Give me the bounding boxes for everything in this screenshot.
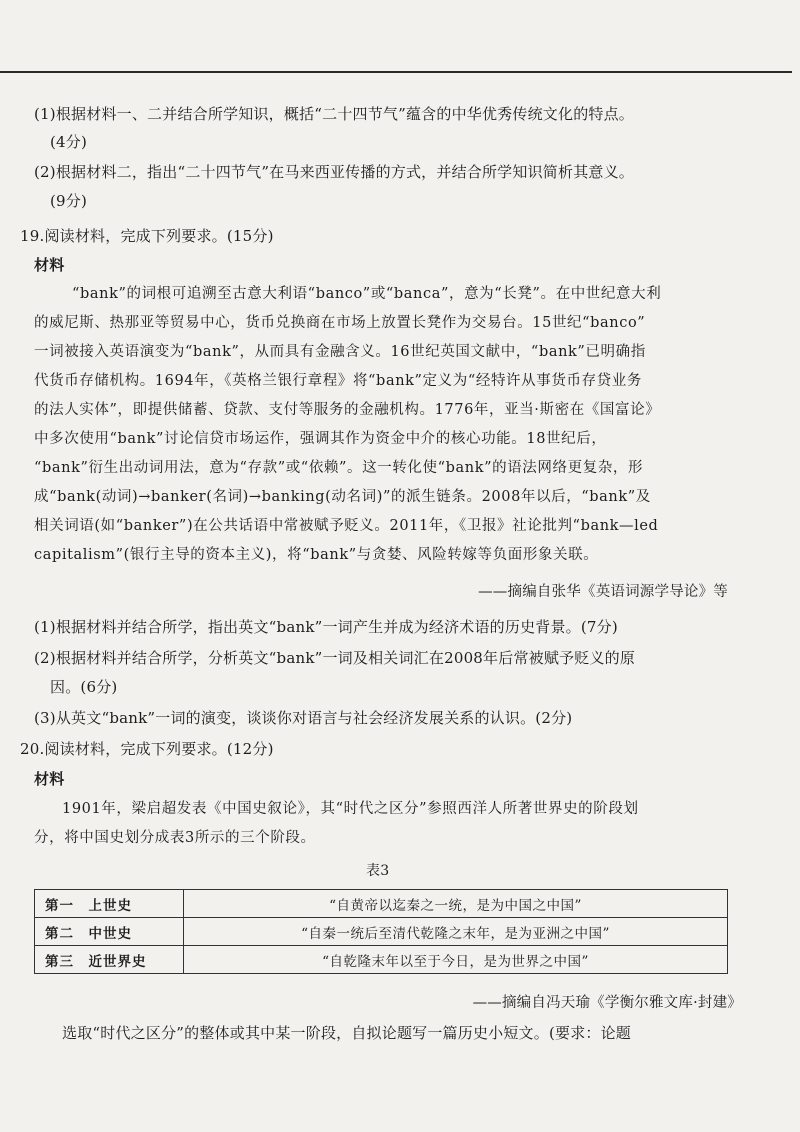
q19-material-line: 代货币存储机构。1694年，《英格兰银行章程》将“bank”定义为“经特许从事货币存贷业务 [34,373,642,389]
q19-material-line: 的威尼斯、热那亚等贸易中心，货币兑换商在市场上放置长凳作为交易台。15世纪“banco” [34,315,646,331]
period-cell: 第一 上世史 [35,890,184,918]
table-row [35,890,728,918]
period-cell: 第二 中世史 [35,918,184,946]
q19-material-line: “bank”的词根可追溯至古意大利语“banco”或“banca”，意为“长凳”。在中世纪意大利 [72,286,662,302]
q19-source: ——摘编自张华《英语词源学导论》等 [478,584,728,600]
q20-material-label: 材料 [34,770,65,788]
q19-sub2-line2: 因。(6分) [50,678,118,696]
q20-task-line: 选取“时代之区分”的整体或其中某一阶段，自拟论题写一篇历史小短文。(要求：论题 [62,1024,631,1042]
q19-material-line: 的法人实体”，即提供储蓄、贷款、支付等服务的金融机构。1776年，亚当·斯密在《国富论》 [34,402,661,418]
q20-source: ——摘编自冯天瑜《学衡尔雅文库·封建》 [472,995,742,1011]
q19-sub3: (3)从英文“bank”一词的演变，谈谈你对语言与社会经济发展关系的认识。(2分) [34,709,573,727]
q19-material-line: 一词被接入英语演变为“bank”，从而具有金融含义。16世纪英国文献中，“bank”已明确指 [34,344,646,360]
q19-material-line: 相关词语(如“banker”)在公共话语中常被赋予贬义。2011年，《卫报》社论批判“bank—led [34,518,659,534]
q19-material-label: 材料 [34,256,65,274]
q19-sub1: (1)根据材料并结合所学，指出英文“bank”一词产生并成为经济术语的历史背景。(7分) [34,618,618,636]
q19-sub2-line1: (2)根据材料并结合所学，分析英文“bank”一词及相关词汇在2008年后常被赋予贬义的原 [34,649,636,667]
description-cell: “自秦一统后至清代乾隆之末年，是为亚洲之中国” [184,918,728,946]
table-caption: 表3 [366,863,390,879]
q20-heading: 20.阅读材料，完成下列要求。(12分) [20,740,274,758]
top-rule [0,71,792,73]
q18-sub1-line1: (1)根据材料一、二并结合所学知识，概括“二十四节气”蕴含的中华优秀传统文化的特点。 [34,105,634,123]
period-cell: 第三 近世界史 [35,946,184,974]
q19-material-line: “bank”衍生出动词用法，意为“存款”或“依赖”。这一转化使“bank”的语法网络更复杂，形 [34,460,644,476]
q18-sub2-line1: (2)根据材料二，指出“二十四节气”在马来西亚传播的方式，并结合所学知识简析其意义。 [34,163,634,181]
description-cell: “自黄帝以迄秦之一统，是为中国之中国” [184,890,728,918]
q19-heading: 19.阅读材料，完成下列要求。(15分) [20,227,274,245]
q19-material-line: capitalism”(银行主导的资本主义)，将“bank”与贪婪、风险转嫁等负面形象关联。 [34,547,599,563]
table-row [35,946,728,974]
table-row [35,918,728,946]
description-cell: “自乾隆末年以至于今日，是为世界之中国” [184,946,728,974]
q18-sub2-line2: (9分) [50,192,88,210]
q18-sub1-line2: (4分) [50,133,88,151]
q19-material-line: 中多次使用“bank”讨论信贷市场运作，强调其作为资金中介的核心功能。18世纪后， [34,431,607,447]
q20-material-line: 1901年，梁启超发表《中国史叙论》，其“时代之区分”参照西洋人所著世界史的阶段划 [62,801,639,817]
periodization-table [34,889,728,974]
q19-material-line: 成“bank(动词)→banker(名词)→banking(动名词)”的派生链条。2008年以后，“bank”及 [34,489,651,505]
q20-material-line: 分，将中国史划分成表3所示的三个阶段。 [34,830,316,846]
